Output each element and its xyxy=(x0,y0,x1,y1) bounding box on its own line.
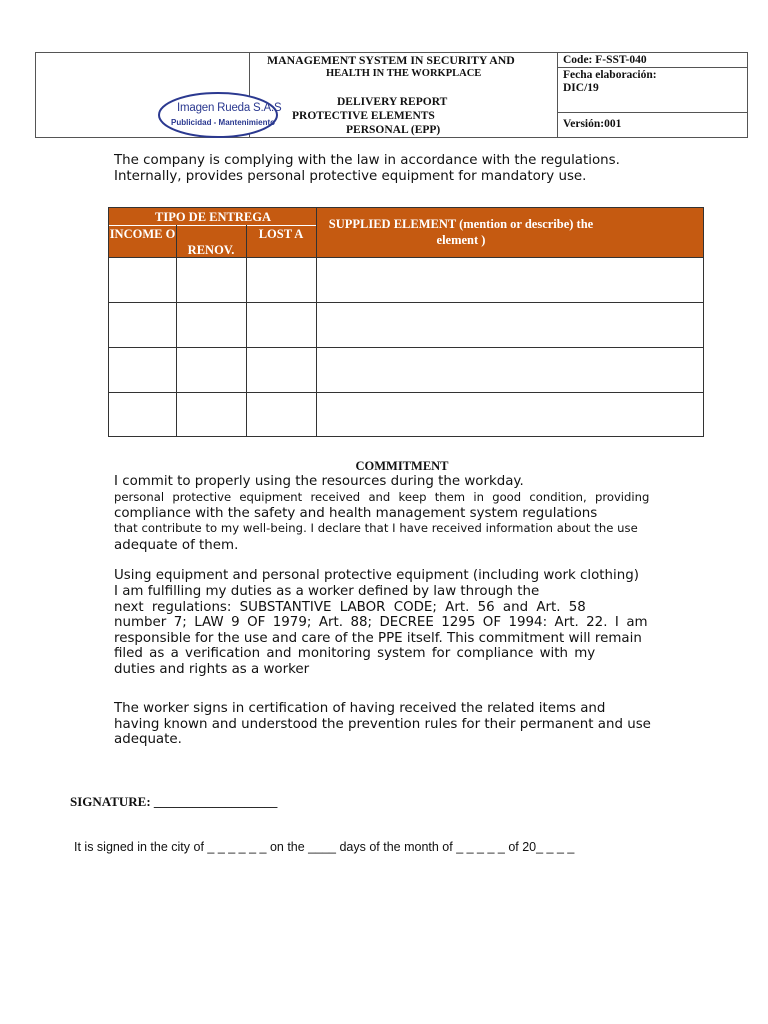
cell-lost-2[interactable] xyxy=(246,303,316,347)
cell-renov-1[interactable] xyxy=(176,258,246,302)
cell-supplied-1[interactable] xyxy=(316,258,704,302)
header-divider xyxy=(557,53,558,137)
logo-company-name: Imagen Rueda S.A.S xyxy=(177,102,282,114)
cell-supplied-4[interactable] xyxy=(316,393,704,437)
fecha-value: DIC/19 xyxy=(563,82,599,94)
intro-line-2: Internally, provides personal protective equipment for mandatory use. xyxy=(114,169,587,184)
logo-tagline: Publicidad - Mantenimiento xyxy=(171,118,276,127)
fecha-label: Fecha elaboración: xyxy=(563,69,657,81)
cell-income-3[interactable] xyxy=(109,348,176,392)
document-header xyxy=(35,52,748,138)
commitment-p1-line2-text: personal protective equipment received and keep them in good condition, providing xyxy=(114,490,650,504)
commitment-p2-line4: number 7; LAW 9 OF 1979; Art. 88; DECREE 1295 OF 1994: Art. 22. I am xyxy=(114,615,648,630)
system-title-line1: MANAGEMENT SYSTEM IN SECURITY AND xyxy=(267,53,515,67)
signing-place-date-line[interactable]: It is signed in the city of _ _ _ _ _ _ on the ____ days of the month of _ _ _ _ _ of 20_ _ _ _ xyxy=(74,840,575,854)
delivery-table xyxy=(108,207,704,437)
cell-income-2[interactable] xyxy=(109,303,176,347)
cell-income-4[interactable] xyxy=(109,393,176,437)
header-divider xyxy=(557,67,747,68)
commitment-p3-line1: The worker signs in certification of having received the related items and xyxy=(114,701,606,716)
commitment-p2-line5: responsible for the use and care of the PPE itself. This commitment will remain xyxy=(114,631,642,646)
report-title-line1: DELIVERY REPORT xyxy=(337,96,448,108)
cell-lost-4[interactable] xyxy=(246,393,316,437)
commitment-p3-line3: adequate. xyxy=(114,732,182,747)
cell-supplied-3[interactable] xyxy=(316,348,704,392)
cell-renov-3[interactable] xyxy=(176,348,246,392)
commitment-p1-line1: I commit to properly using the resources during the workday. xyxy=(114,474,524,489)
commitment-p1-line2 xyxy=(114,490,695,506)
document-version: Versión:001 xyxy=(563,118,622,130)
document-code: Code: F-SST-040 xyxy=(563,54,647,66)
logo-ellipse-icon xyxy=(157,91,282,139)
commitment-p2-line2: I am fulfilling my duties as a worker defined by law through the xyxy=(114,584,540,599)
report-title-line2: PROTECTIVE ELEMENTS xyxy=(292,110,435,122)
commitment-p1-line5: adequate of them. xyxy=(114,538,239,553)
report-title-line3: PERSONAL (EPP) xyxy=(346,124,441,136)
cell-income-1[interactable] xyxy=(109,258,176,302)
commitment-heading: COMMITMENT xyxy=(355,459,449,473)
cell-lost-1[interactable] xyxy=(246,258,316,302)
commitment-p2-line3: next regulations: SUBSTANTIVE LABOR CODE; Art. 56 and Art. 58 xyxy=(114,600,586,615)
cell-supplied-2[interactable] xyxy=(316,303,704,347)
commitment-p1-line4: that contribute to my well-being. I declare that I have received information about the use xyxy=(114,521,638,535)
header-tipo-entrega: TIPO DE ENTREGA xyxy=(155,210,271,224)
intro-line-1: The company is complying with the law in accordance with the regulations. xyxy=(114,153,620,168)
cell-lost-3[interactable] xyxy=(246,348,316,392)
header-divider xyxy=(557,112,747,113)
commitment-p2-line7: duties and rights as a worker xyxy=(114,662,310,677)
commitment-p1-line3: compliance with the safety and health management system regulations xyxy=(114,506,598,521)
cell-renov-2[interactable] xyxy=(176,303,246,347)
header-lost: LOST A xyxy=(258,227,304,241)
system-title-line2: HEALTH IN THE WORKPLACE xyxy=(326,68,482,79)
header-supplied-element: SUPPLIED ELEMENT (mention or describe) the element ) xyxy=(328,217,594,247)
commitment-p3-line2: having known and understood the prevention rules for their permanent and use xyxy=(114,717,651,732)
company-logo xyxy=(157,91,282,139)
signature-line[interactable]: SIGNATURE: ___________________ xyxy=(70,794,278,809)
commitment-p2-line1: Using equipment and personal protective equipment (including work clothing) xyxy=(114,568,639,583)
header-renov: RENOV. xyxy=(187,243,235,257)
commitment-p2-line6: filed as a verification and monitoring system for compliance with my xyxy=(114,646,596,661)
header-income: INCOME O xyxy=(109,227,176,241)
cell-renov-4[interactable] xyxy=(176,393,246,437)
